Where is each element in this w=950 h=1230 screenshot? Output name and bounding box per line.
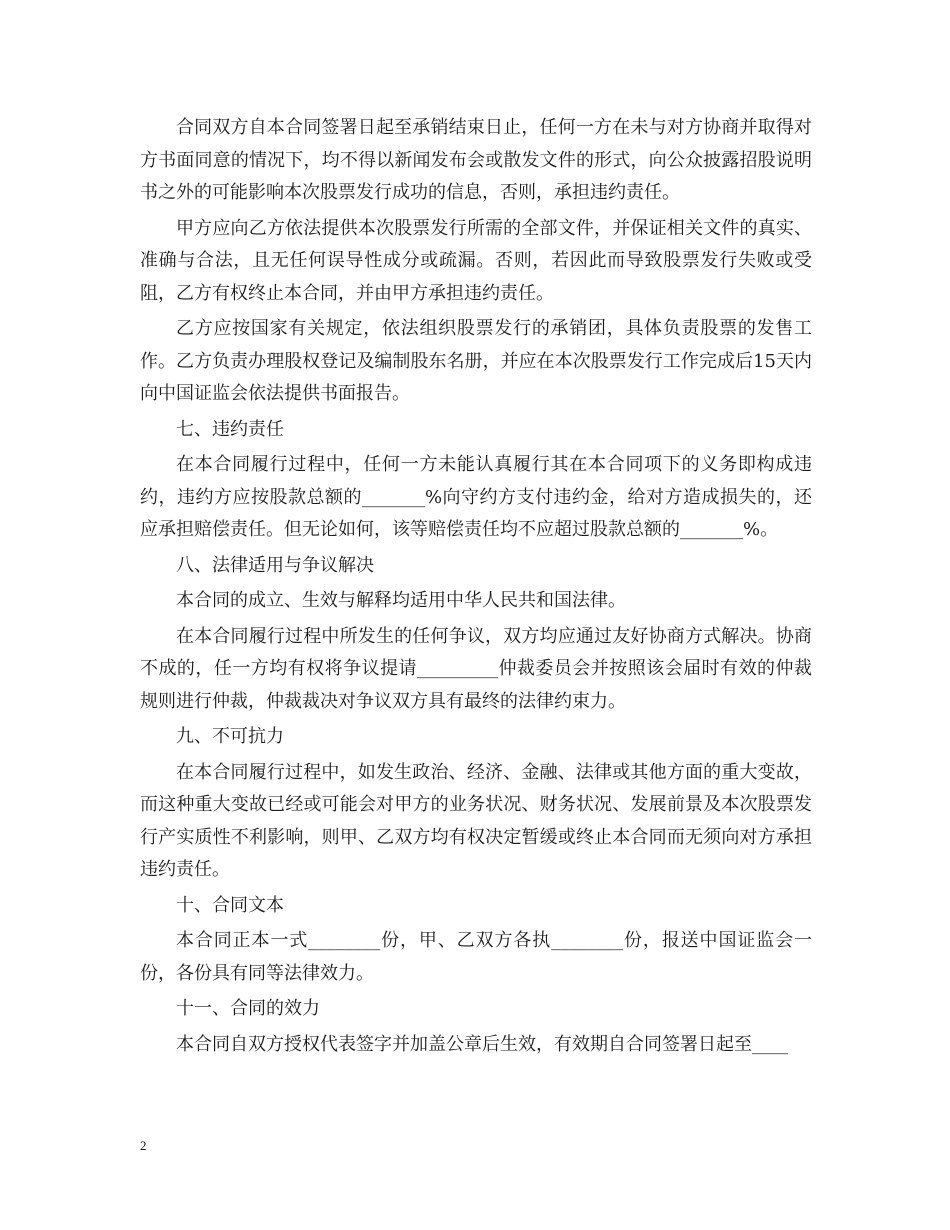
paragraph-governing-law: 本合同的成立、生效与解释均适用中华人民共和国法律。 [176, 590, 626, 611]
paragraph-party-b-underwriting: 乙方应按国家有关规定，依法组织股票发行的承销团，具体负责股票的发售工作。乙方负责办理股权登记及编制股东名册，并应在本次股票发行工作完成后15天内向中国证监会依法提供书面报告。 [140, 318, 812, 404]
paragraph-dispute-resolution: 在本合同履行过程中所发生的任何争议，双方均应通过友好协商方式解决。协商不成的，任一方均有权将争议提请_________仲裁委员会并按照该会届时有效的仲裁规则进行仲裁，仲裁裁决对争议双方具有最终的法律约束力。 [140, 625, 812, 712]
section-heading-governing-law: 八、法律适用与争议解决 [176, 554, 374, 576]
paragraph-party-a-documents: 甲方应向乙方依法提供本次股票发行所需的全部文件，并保证相关文件的真实、准确与合法，且无任何误导性成分或疏漏。否则，若因此而导致股票发行失败或受阻，乙方有权终止本合同，并由甲方承担违约责任。 [140, 217, 812, 304]
document-body [140, 112, 812, 1064]
section-heading-force-majeure: 九、不可抗力 [176, 726, 284, 747]
section-heading-liability: 七、违约责任 [176, 418, 284, 440]
paragraph-liability: 在本合同履行过程中，任何一方未能认真履行其在本合同项下的义务即构成违约，违约方应按股款总额的_______%向守约方支付违约金，给对方造成损失的，还应承担赔偿责任。但无论如何，该等赔偿责任均不应超过股款总额的_______%。 [140, 454, 812, 540]
paragraph-contract-copies: 本合同正本一式________份，甲、乙双方各执________份，报送中国证监会一份，各份具有同等法律效力。 [140, 930, 812, 984]
paragraph-validity: 本合同自双方授权代表签字并加盖公章后生效，有效期自合同签署日起至____ [176, 1033, 788, 1055]
section-heading-validity: 十一、合同的效力 [176, 998, 320, 1019]
section-heading-contract-copies: 十、合同文本 [176, 894, 284, 916]
paragraph-disclosure-restriction: 合同双方自本合同签署日起至承销结束日止，任何一方在未与对方协商并取得对方书面同意的情况下，均不得以新闻发布会或散发文件的形式，向公众披露招股说明书之外的可能影响本次股票发行成功的信息，否则，承担违约责任。 [140, 117, 812, 203]
paragraph-force-majeure: 在本合同履行过程中，如发生政治、经济、金融、法律或其他方面的重大变故，而这种重大变故已经或可能会对甲方的业务状况、财务状况、发展前景及本次股票发行产实质性不利影响，则甲、乙双方均有权决定暂缓或终止本合同而无须向对方承担违约责任。 [140, 761, 812, 880]
page-number: 2 [140, 1138, 147, 1153]
